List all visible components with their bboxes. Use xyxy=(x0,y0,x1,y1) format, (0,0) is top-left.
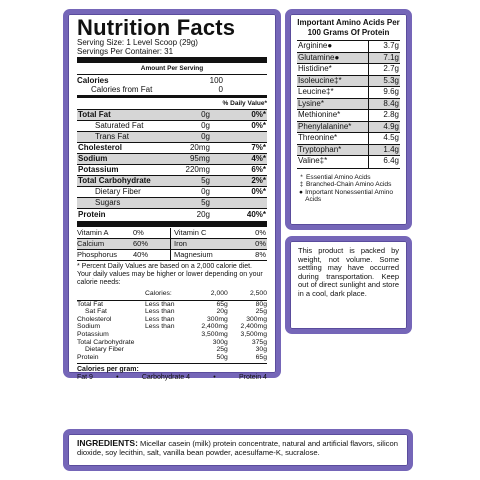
nutrient-row-dietary-fiber xyxy=(77,187,267,198)
table-cell xyxy=(145,339,189,347)
vitamin-row xyxy=(77,239,267,250)
ingredients-panel xyxy=(63,429,413,471)
table-cell: 2,500 xyxy=(249,290,267,297)
amino-acids-title: Important Amino Acids Per 100 Grams Of Protein xyxy=(297,18,400,37)
cpg-separator: • xyxy=(116,374,119,382)
nutrient-amount: 0g xyxy=(201,121,210,130)
vitamin-row xyxy=(77,250,267,261)
legend-symbol: * xyxy=(300,173,303,181)
vitamin-name: Vitamin C xyxy=(174,228,207,237)
amino-acids-panel xyxy=(285,9,412,230)
nutrient-dv: 40%* xyxy=(246,209,266,219)
amino-acids-legend xyxy=(297,174,400,204)
nutrient-row-total-fat xyxy=(77,110,267,121)
nutrient-label: Potassium xyxy=(78,165,119,174)
nutrient-amount: 5g xyxy=(201,176,210,185)
amino-acid-name: Valine‡* xyxy=(298,156,328,165)
nutrient-amount: 0g xyxy=(201,110,210,119)
table-cell xyxy=(145,354,189,362)
amino-acid-value: 2.7g xyxy=(368,64,400,75)
amino-acid-row xyxy=(297,145,400,157)
ingredients-label: INGREDIENTS: xyxy=(77,438,138,448)
calories-value: 100 xyxy=(209,76,223,85)
amino-acid-value: 1.4g xyxy=(368,145,400,156)
amino-acid-row xyxy=(297,156,400,168)
table-cell: 3,500mg xyxy=(201,330,228,338)
table-cell: Protein xyxy=(77,353,99,361)
vitamin-value: 60% xyxy=(133,239,149,248)
calories-block xyxy=(77,75,267,94)
vitamin-value: 0% xyxy=(133,228,144,237)
cpg-carbohydrate: Carbohydrate 4 xyxy=(141,374,191,382)
table-cell: 300mg xyxy=(246,315,267,323)
amino-acid-value: 5.3g xyxy=(368,76,400,87)
table-cell: 25g xyxy=(216,346,228,354)
nutrient-row-sodium xyxy=(77,154,267,165)
nutrient-row-cholesterol xyxy=(77,143,267,154)
amino-acid-row xyxy=(297,122,400,134)
table-cell: 300mg xyxy=(207,315,228,323)
calories-fat-value: 0 xyxy=(218,85,223,94)
table-row xyxy=(77,346,267,354)
table-cell: Total Carbohydrate xyxy=(77,338,135,346)
table-cell: Less than xyxy=(145,315,175,323)
amino-acid-name: Threonine* xyxy=(298,133,338,142)
table-cell: 80g xyxy=(255,300,267,308)
calories-per-gram xyxy=(77,374,267,382)
amino-acid-value: 4.9g xyxy=(368,122,400,133)
ingredients-text: Micellar casein (milk) protein concentrate, natural and artificial flavors, silicon dioxide, soy lecithin, salt, vanilla bean powder, acesulfame-K, sucralose. xyxy=(77,439,398,457)
vitamin-name: Vitamin A xyxy=(77,228,109,237)
table-cell: Less than xyxy=(145,308,175,316)
table-cell: 50g xyxy=(216,353,228,361)
table-row xyxy=(77,339,267,347)
table-cell: Less than xyxy=(145,323,175,331)
cpg-separator: • xyxy=(213,374,216,382)
amino-acid-name: Tryptophan* xyxy=(298,144,342,154)
amino-acid-name: Isoleucine‡* xyxy=(298,75,342,85)
legend-item xyxy=(297,181,400,189)
amino-acid-row xyxy=(297,99,400,111)
serving-size: Serving Size: 1 Level Scoop (29g) xyxy=(77,38,198,47)
amino-acid-name: Lysine* xyxy=(298,98,324,108)
nutrient-label: Sugars xyxy=(95,198,121,207)
divider-thick xyxy=(77,57,267,63)
nutrient-amount: 20mg xyxy=(189,143,210,152)
nutrient-amount: 220mg xyxy=(185,165,210,174)
cpg-fat: Fat 9 xyxy=(77,374,93,382)
nutrient-amount: 0g xyxy=(201,187,210,196)
legend-text: Important Nonessential Amino Acids xyxy=(305,188,394,204)
amino-acid-value: 2.8g xyxy=(368,110,400,121)
amino-acid-name: Histidine* xyxy=(298,64,332,73)
nutrient-amount: 0g xyxy=(201,132,210,141)
table-header-row xyxy=(77,290,267,298)
nutrient-amount: 20g xyxy=(196,209,210,219)
table-cell: Total Fat xyxy=(77,300,104,308)
table-cell: Less than xyxy=(145,300,175,308)
nutrient-label: Total Carbohydrate xyxy=(78,176,151,185)
nutrient-dv: 2%* xyxy=(251,176,266,185)
amino-acid-row xyxy=(297,53,400,65)
table-cell: 2,400mg xyxy=(201,323,228,331)
table-row xyxy=(77,323,267,331)
table-cell: 375g xyxy=(251,338,267,346)
nutrient-label: Protein xyxy=(78,209,106,219)
legend-text: Branched-Chain Amino Acids xyxy=(306,181,392,189)
vitamin-value: 8% xyxy=(255,250,266,259)
nutrient-label: Saturated Fat xyxy=(95,121,144,130)
vitamin-name: Phosphorus xyxy=(77,250,118,259)
nutrient-label: Dietary Fiber xyxy=(95,187,141,196)
divider-medium xyxy=(77,95,267,98)
nutrient-label: Trans Fat xyxy=(95,132,129,141)
divider xyxy=(77,363,267,364)
nutrient-dv: 7%* xyxy=(251,143,266,152)
daily-value-header: % Daily Value* xyxy=(222,100,267,107)
daily-value-footnote: * Percent Daily Values are based on a 2,000 calorie diet. Your daily values may be higher or lower depending on your calorie needs: xyxy=(77,263,263,286)
nutrient-label: Total Fat xyxy=(78,110,111,119)
legend-symbol: ● xyxy=(299,188,304,196)
nutrient-dv: 0%* xyxy=(251,110,266,119)
nutrient-row-saturated-fat xyxy=(77,121,267,132)
cpg-protein: Protein 4 xyxy=(238,374,267,382)
table-cell: 25g xyxy=(255,308,267,316)
vitamin-value: 0% xyxy=(255,228,266,237)
nutrient-row-trans-fat xyxy=(77,132,267,143)
amino-acid-value: 6.4g xyxy=(368,156,400,168)
vitamin-row xyxy=(77,228,267,239)
table-cell xyxy=(145,331,189,339)
table-cell: 65g xyxy=(255,353,267,361)
table-cell xyxy=(145,346,189,354)
nutrient-row-sugars xyxy=(77,198,267,209)
amount-per-serving: Amount Per Serving xyxy=(140,65,204,72)
table-row xyxy=(77,331,267,339)
calories-per-gram-title: Calories per gram: xyxy=(77,366,139,374)
amino-acid-name: Phenylalanine* xyxy=(298,121,352,131)
table-row xyxy=(77,354,267,362)
legend-symbol: ‡ xyxy=(299,181,304,189)
amino-acid-name: Glutamine● xyxy=(298,52,340,62)
nutrient-dv: 0%* xyxy=(251,187,266,196)
table-row xyxy=(77,300,267,308)
vitamin-value: 0% xyxy=(255,239,266,248)
nutrient-row-protein xyxy=(77,209,267,220)
servings-per-container: Servings Per Container: 31 xyxy=(77,47,174,56)
nutrient-row-potassium xyxy=(77,165,267,176)
nutrient-amount: 95mg xyxy=(189,154,210,163)
table-cell: 300g xyxy=(212,338,228,346)
amino-acid-row xyxy=(297,87,400,99)
nutrient-dv: 4%* xyxy=(251,154,266,163)
vitamin-name: Magnesium xyxy=(174,250,213,259)
nutrient-row-total-carbohydrate xyxy=(77,176,267,187)
amino-acid-value: 4.5g xyxy=(368,133,400,144)
amino-acid-row xyxy=(297,41,400,53)
nutrition-facts-panel xyxy=(63,9,281,382)
amino-acid-name: Methionine* xyxy=(298,110,341,119)
nutrient-label: Cholesterol xyxy=(78,143,123,152)
packing-note-text: This product is packed by weight, not volume. Some settling may have occurred during transportation. Keep out of direct sunlight and store in a cool, dark place. xyxy=(298,246,399,298)
calories-fat-label: Calories from Fat xyxy=(91,85,153,94)
table-cell xyxy=(77,290,145,298)
amino-acid-value: 8.4g xyxy=(368,99,400,110)
vitamin-name: Calcium xyxy=(77,239,105,248)
divider-thick xyxy=(77,221,267,227)
nutrient-amount: 5g xyxy=(201,198,210,207)
amino-acid-value: 9.6g xyxy=(368,87,400,98)
table-row xyxy=(77,308,267,316)
table-cell: Cholesterol xyxy=(77,315,112,323)
amino-acid-row xyxy=(297,64,400,76)
table-cell: 20g xyxy=(216,308,228,316)
legend-text: Essential Amino Acids xyxy=(306,173,371,181)
amino-acids-table xyxy=(297,40,400,169)
table-cell: 2,000 xyxy=(210,290,228,297)
table-cell: 3,500mg xyxy=(240,330,267,338)
ingredients-block xyxy=(77,439,399,457)
amino-acid-name: Arginine● xyxy=(298,41,333,50)
table-cell: 2,400mg xyxy=(240,323,267,331)
nutrition-title: Nutrition Facts xyxy=(77,15,236,40)
table-cell: 30g xyxy=(255,346,267,354)
packing-note-panel xyxy=(285,236,412,334)
vitamin-name: Iron xyxy=(174,239,187,248)
nutrient-dv: 0%* xyxy=(251,121,266,130)
table-cell: Sat Fat xyxy=(85,308,107,316)
nutrient-label: Sodium xyxy=(78,154,108,163)
amino-acid-row xyxy=(297,110,400,122)
amino-acid-value: 3.7g xyxy=(368,41,400,52)
legend-item xyxy=(297,174,400,182)
calories-label: Calories xyxy=(77,76,109,85)
amino-acid-name: Leucine‡* xyxy=(298,87,334,96)
amino-acid-row xyxy=(297,76,400,88)
table-cell: 65g xyxy=(216,300,228,308)
table-cell: Calories: xyxy=(145,290,172,297)
nutrient-dv: 6%* xyxy=(251,165,266,174)
vitamin-value: 40% xyxy=(133,250,149,259)
table-cell: Dietary Fiber xyxy=(85,346,124,354)
legend-item xyxy=(297,189,400,204)
amino-acid-row xyxy=(297,133,400,145)
amino-acid-value: 7.1g xyxy=(368,53,400,64)
table-cell: Potassium xyxy=(77,330,109,338)
table-cell: Sodium xyxy=(77,323,101,331)
daily-value-reference-table xyxy=(77,290,267,361)
table-row xyxy=(77,316,267,324)
